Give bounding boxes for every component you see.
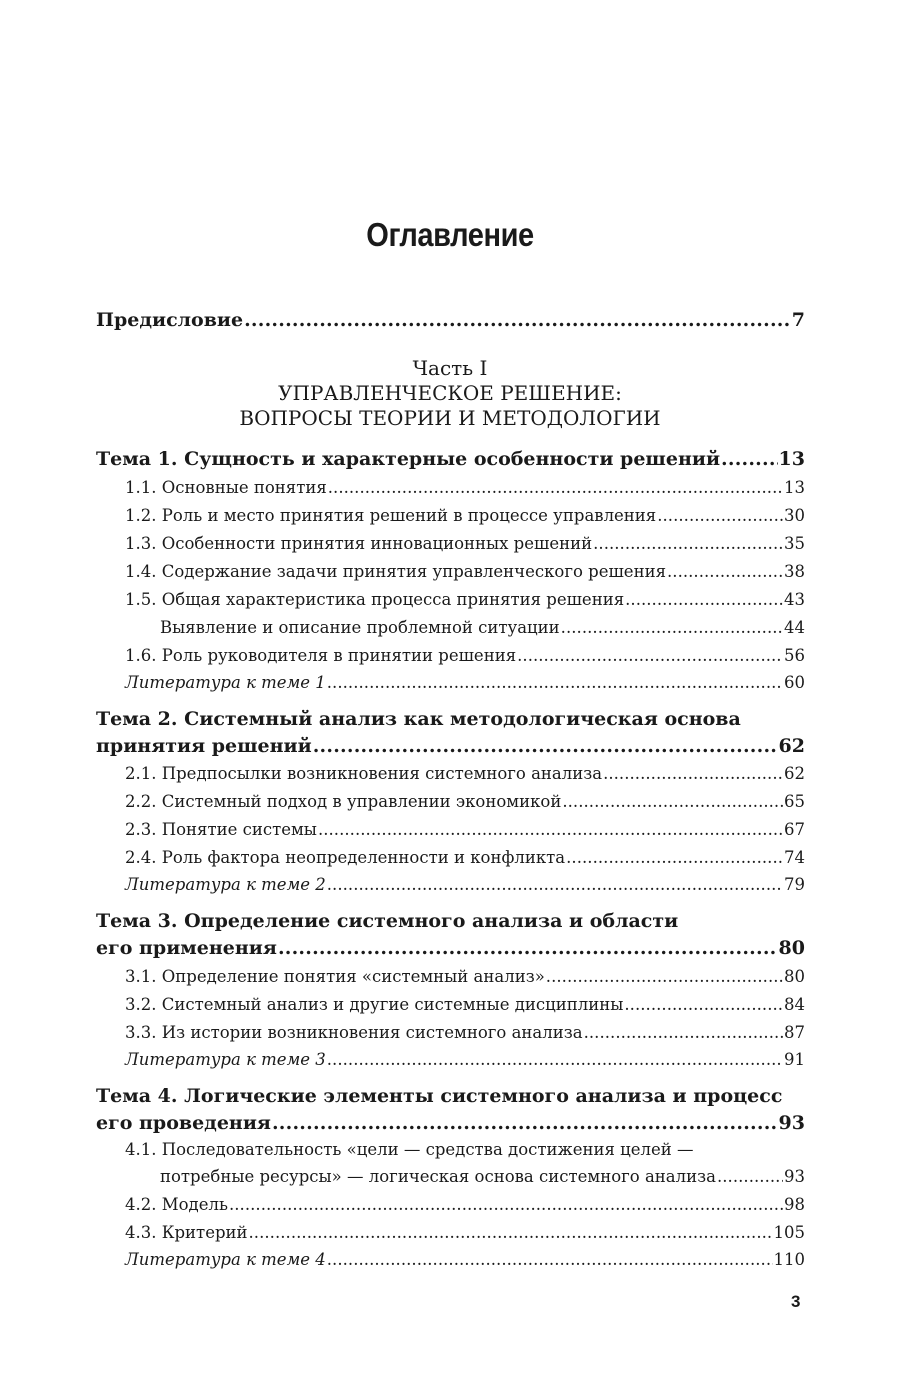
dot-leader [593,536,783,553]
toc-topic-3-line1[interactable]: Тема 3. Определение системного анализа и области [96,910,679,932]
toc-entry-page: 84 [784,995,805,1014]
dot-leader [721,450,778,469]
toc-entry-page: 87 [784,1023,805,1042]
toc-entry-label: 1.5. Общая характеристика процесса принятия решения [125,590,625,609]
toc-entry-page: 56 [784,646,805,665]
toc-entry-2-2[interactable] [125,794,805,811]
toc-entry-4-1[interactable] [160,1169,805,1186]
toc-entry-page: 93 [784,1167,805,1186]
toc-entry-1-4[interactable] [125,564,805,581]
toc-topic-1[interactable] [96,450,805,469]
toc-literature-2[interactable] [125,877,805,894]
toc-entry-label: 1.1. Основные понятия [125,478,327,497]
toc-entry-page: 35 [784,534,805,553]
dot-leader [546,969,783,986]
toc-entry-page: 91 [784,1050,805,1069]
dot-leader [327,1052,783,1069]
dot-leader [328,480,783,497]
toc-entry-4-1-line1[interactable]: 4.1. Последовательность «цели — средства достижения целей — [125,1140,694,1159]
toc-entry-page: 30 [784,506,805,525]
toc-entry-label: Тема 1. Сущность и характерные особенности решений [96,448,721,470]
toc-literature-1[interactable] [125,675,805,692]
toc-entry-page: 110 [773,1250,805,1269]
dot-leader [625,592,783,609]
toc-entry-label: 2.1. Предпосылки возникновения системного анализа [125,764,603,783]
toc-entry-label: 2.3. Понятие системы [125,820,317,839]
dot-leader [327,675,783,692]
toc-entry-page: 80 [784,967,805,986]
toc-entry-label: принятия решений [96,735,312,757]
toc-entry-page: 43 [784,590,805,609]
toc-entry-page: 98 [784,1195,805,1214]
toc-entry-4-3[interactable] [125,1225,805,1242]
toc-entry-4-2[interactable] [125,1197,805,1214]
toc-entry-label: 1.6. Роль руководителя в принятии решения [125,646,517,665]
dot-leader [272,1114,778,1133]
toc-entry-1-3[interactable] [125,536,805,553]
toc-entry-3-1[interactable] [125,969,805,986]
toc-entry-label: 4.2. Модель [125,1195,228,1214]
dot-leader [562,794,783,811]
dot-leader [318,822,783,839]
toc-entry-label: Литература к теме 2 [125,875,326,894]
toc-entry-label: 2.2. Системный подход в управлении экономикой [125,792,562,811]
toc-entry-label: 1.3. Особенности принятия инновационных решений [125,534,593,553]
toc-topic-4[interactable] [96,1114,805,1133]
toc-entry-page: 80 [778,937,805,959]
dot-leader [584,1025,783,1042]
toc-entry-1-1[interactable] [125,480,805,497]
toc-entry-label: Литература к теме 1 [125,673,326,692]
toc-entry-label: 1.2. Роль и место принятия решений в процессе управления [125,506,657,525]
dot-leader [229,1197,783,1214]
toc-entry-page: 67 [784,820,805,839]
toc-entry-page: 60 [784,673,805,692]
toc-entry-2-4[interactable] [125,850,805,867]
toc-entry-page: 13 [784,478,805,497]
toc-topic-2[interactable] [96,737,805,756]
toc-entry-page: 7 [791,309,805,331]
toc-entry-label: 1.4. Содержание задачи принятия управленческого решения [125,562,666,581]
toc-entry-3-3[interactable] [125,1025,805,1042]
toc-entry-3-2[interactable] [125,997,805,1014]
toc-entry-page: 74 [784,848,805,867]
dot-leader [667,564,783,581]
toc-entry-label: его проведения [96,1112,271,1134]
toc-entry-1-5-sub[interactable] [160,620,805,637]
page-title: Оглавление [366,216,534,253]
dot-leader [566,850,783,867]
toc-entry-label: потребные ресурсы» — логическая основа системного анализа [160,1167,716,1186]
dot-leader [327,877,783,894]
dot-leader [657,508,783,525]
toc-entry-page: 65 [784,792,805,811]
toc-entry-page: 105 [773,1223,805,1242]
toc-entry-page: 38 [784,562,805,581]
dot-leader [278,939,778,958]
toc-entry-page: 13 [778,448,805,470]
toc-entry-label: его применения [96,937,277,959]
dot-leader [244,311,791,330]
toc-entry-label: Литература к теме 4 [125,1250,326,1269]
toc-entry-1-2[interactable] [125,508,805,525]
toc-topic-2-line1[interactable]: Тема 2. Системный анализ как методологическая основа [96,708,741,730]
dot-leader [327,1252,773,1269]
dot-leader [624,997,783,1014]
part-title-line1: УПРАВЛЕНЧЕСКОЕ РЕШЕНИЕ: [278,381,622,405]
dot-leader [561,620,783,637]
dot-leader [313,737,778,756]
toc-entry-page: 79 [784,875,805,894]
toc-entry-label: 3.2. Системный анализ и другие системные дисциплины [125,995,624,1014]
toc-entry-label: Выявление и описание проблемной ситуации [160,618,560,637]
toc-entry-label: 3.3. Из истории возникновения системного анализа [125,1023,583,1042]
dot-leader [717,1169,783,1186]
dot-leader [603,766,783,783]
toc-entry-label: Литература к теме 3 [125,1050,326,1069]
toc-entry-label: 3.1. Определение понятия «системный анализ» [125,967,545,986]
toc-entry-label: Предисловие [96,309,244,331]
toc-entry-page: 93 [778,1112,805,1134]
toc-entry-label: 4.3. Критерий [125,1223,248,1242]
toc-entry-2-3[interactable] [125,822,805,839]
toc-entry-1-6[interactable] [125,648,805,665]
part-number: Часть I [412,356,488,380]
toc-topic-3[interactable] [96,939,805,958]
toc-literature-3[interactable] [125,1052,805,1069]
toc-topic-4-line1[interactable]: Тема 4. Логические элементы системного анализа и процесс [96,1085,783,1107]
toc-entry-page: 44 [784,618,805,637]
toc-entry-preface[interactable] [96,311,805,330]
toc-entry-1-5[interactable] [125,592,805,609]
toc-literature-4[interactable] [125,1252,805,1269]
dot-leader [249,1225,773,1242]
dot-leader [517,648,783,665]
toc-entry-page: 62 [778,735,805,757]
page-number: 3 [791,1292,801,1311]
part-title-line2: ВОПРОСЫ ТЕОРИИ И МЕТОДОЛОГИИ [239,406,661,430]
toc-entry-label: 2.4. Роль фактора неопределенности и конфликта [125,848,566,867]
toc-entry-2-1[interactable] [125,766,805,783]
toc-entry-page: 62 [784,764,805,783]
